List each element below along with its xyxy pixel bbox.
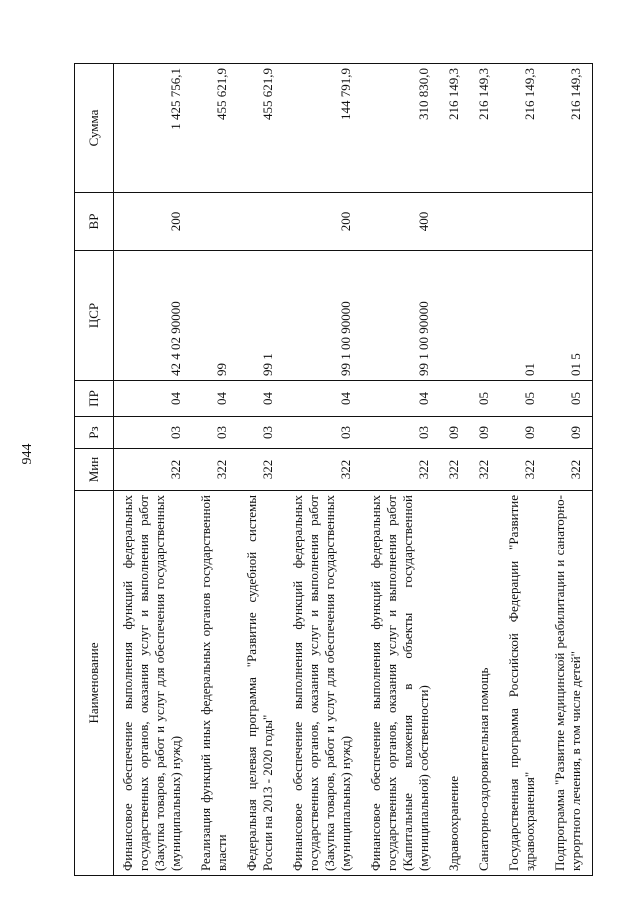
- row-rz: 03: [192, 417, 238, 449]
- row-pr: 05: [546, 381, 593, 417]
- row-name: Государственная программа Российской Федерации "Развитие здравоохранения": [500, 491, 546, 876]
- row-min: 322: [546, 449, 593, 491]
- row-pr: 04: [362, 381, 440, 417]
- budget-table: [74, 63, 593, 876]
- row-sum: 144 791,9: [284, 64, 362, 193]
- header-vr: ВР: [75, 193, 114, 251]
- row-vr: [440, 193, 470, 251]
- table-row: [500, 64, 546, 876]
- table-row: [192, 64, 238, 876]
- row-pr: 05: [500, 381, 546, 417]
- row-vr: [470, 193, 500, 251]
- row-pr: 05: [470, 381, 500, 417]
- row-sum: 216 149,3: [500, 64, 546, 193]
- page-number: [20, 434, 36, 474]
- row-vr: [192, 193, 238, 251]
- header-sum: Сумма: [75, 64, 114, 193]
- budget-table-rotated: [74, 64, 609, 876]
- row-vr: [238, 193, 284, 251]
- row-name: Финансовое обеспечение выполнения функций федеральных государственных органов, оказания услуг и выполнения работ (Закупка товаров, работ и услуг для обеспечения государственных (муниципальных) нужд): [114, 491, 193, 876]
- row-min: 322: [114, 449, 193, 491]
- row-csr: 01: [500, 251, 546, 381]
- row-min: 322: [362, 449, 440, 491]
- row-rz: 03: [114, 417, 193, 449]
- row-csr: 42 4 02 90000: [114, 251, 193, 381]
- row-min: 322: [470, 449, 500, 491]
- row-vr: [500, 193, 546, 251]
- row-rz: 09: [546, 417, 593, 449]
- table-row: [470, 64, 500, 876]
- row-sum: 216 149,3: [440, 64, 470, 193]
- page-number-text: 944: [20, 443, 35, 465]
- row-rz: 03: [238, 417, 284, 449]
- table-row: [546, 64, 593, 876]
- table-row: [362, 64, 440, 876]
- row-csr: 99: [192, 251, 238, 381]
- row-rz: 09: [500, 417, 546, 449]
- row-csr: 99 1 00 90000: [362, 251, 440, 381]
- row-name: Финансовое обеспечение выполнения функций федеральных государственных органов, оказания услуг и выполнения работ (Капитальные вложения в объекты государственной (муниципальной) собственности): [362, 491, 440, 876]
- row-sum: 216 149,3: [546, 64, 593, 193]
- row-sum: 216 149,3: [470, 64, 500, 193]
- row-csr: 99 1 00 90000: [284, 251, 362, 381]
- row-name: Финансовое обеспечение выполнения функций федеральных государственных органов, оказания услуг и выполнения работ (Закупка товаров, работ и услуг для обеспечения государственных (муниципальных) нужд): [284, 491, 362, 876]
- row-sum: 310 830,0: [362, 64, 440, 193]
- table-row: [440, 64, 470, 876]
- row-pr: 04: [192, 381, 238, 417]
- row-rz: 03: [284, 417, 362, 449]
- table-row: [284, 64, 362, 876]
- row-vr: [546, 193, 593, 251]
- row-min: 322: [500, 449, 546, 491]
- row-pr: 04: [114, 381, 193, 417]
- row-sum: 1 425 756,1: [114, 64, 193, 193]
- table-header-row: [75, 64, 114, 876]
- row-pr: 04: [284, 381, 362, 417]
- row-sum: 455 621,9: [238, 64, 284, 193]
- row-min: 322: [440, 449, 470, 491]
- row-vr: 200: [114, 193, 193, 251]
- row-name: Здравоохранение: [440, 491, 470, 876]
- row-pr: [440, 381, 470, 417]
- row-csr: 99 1: [238, 251, 284, 381]
- header-rz: Рз: [75, 417, 114, 449]
- row-name: Санаторно-оздоровительная помощь: [470, 491, 500, 876]
- table-row: [238, 64, 284, 876]
- row-rz: 09: [470, 417, 500, 449]
- row-name: Подпрограмма "Развитие медицинской реабилитации и санаторно-курортного лечения, в том числе детей": [546, 491, 593, 876]
- row-csr: [470, 251, 500, 381]
- row-name: Федеральная целевая программа "Развитие судебной системы России на 2013 - 2020 годы": [238, 491, 284, 876]
- row-vr: 200: [284, 193, 362, 251]
- row-sum: 455 621,9: [192, 64, 238, 193]
- row-min: 322: [284, 449, 362, 491]
- header-min: Мин: [75, 449, 114, 491]
- header-csr: ЦСР: [75, 251, 114, 381]
- row-min: 322: [192, 449, 238, 491]
- row-rz: 09: [440, 417, 470, 449]
- row-rz: 03: [362, 417, 440, 449]
- row-min: 322: [238, 449, 284, 491]
- row-vr: 400: [362, 193, 440, 251]
- header-name: Наименование: [75, 491, 114, 876]
- header-pr: ПР: [75, 381, 114, 417]
- row-csr: [440, 251, 470, 381]
- row-name: Реализация функций иных федеральных органов государственной власти: [192, 491, 238, 876]
- row-pr: 04: [238, 381, 284, 417]
- table-row: [114, 64, 193, 876]
- row-csr: 01 5: [546, 251, 593, 381]
